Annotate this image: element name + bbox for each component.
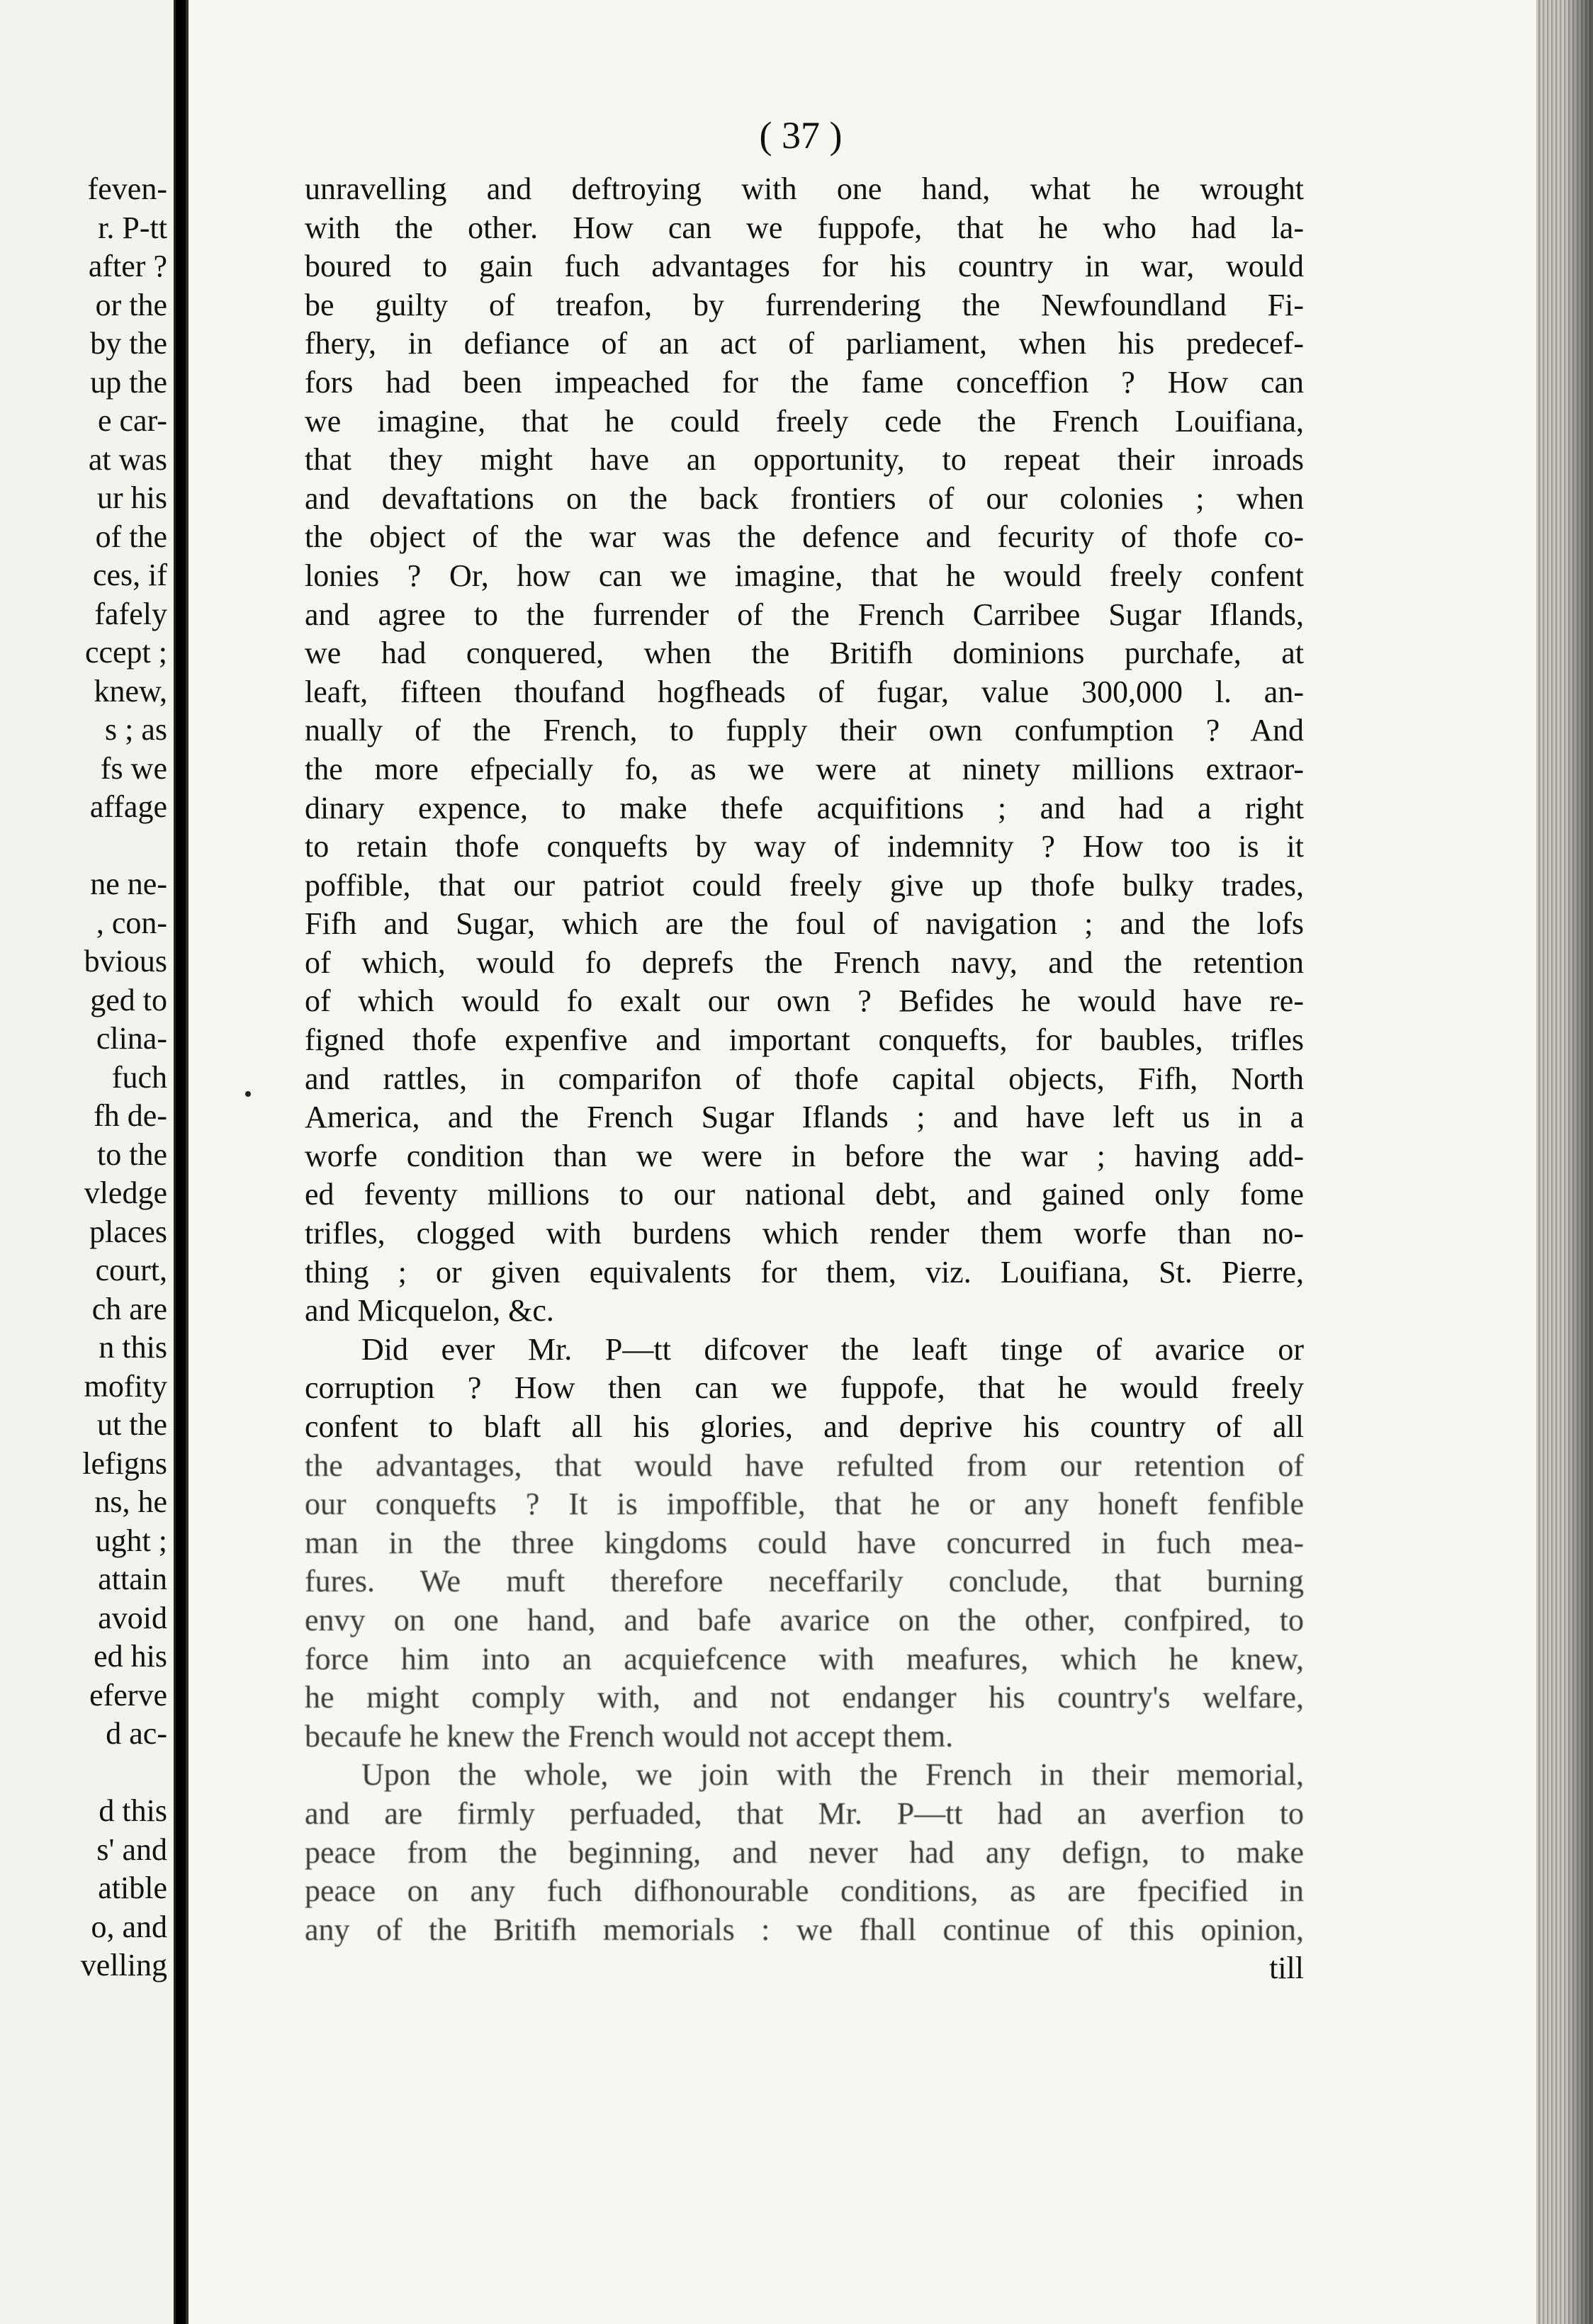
page-edge [1536,0,1593,2324]
left-fragment-line: ne ne- [90,867,167,901]
left-fragment-line: d this [98,1793,167,1828]
text-line: leaft, fifteen thoufand hogfheads of fugar, value 300,000 l. an- [305,674,1304,709]
left-fragment-line: fs we [100,750,167,786]
text-line: nually of the French, to fupply their own confumption ? And [305,713,1304,748]
left-fragment-line: avoid [98,1600,167,1635]
left-fragment-line: d ac- [106,1716,167,1751]
left-fragment-line: up the [90,364,167,400]
left-fragment-line: ught ; [95,1523,167,1558]
text-line: he might comply with, and not endanger his country's welfare, [305,1680,1304,1715]
left-fragment-line: fh de- [94,1098,167,1133]
left-fragment-line: at was [88,441,167,477]
body-text [305,170,1304,1988]
left-fragment-line: ged to [90,982,167,1017]
left-page-text-fragments [0,170,167,1985]
text-line: force him into an acquiefcence with meafures, which he knew, [305,1641,1304,1676]
left-fragment-line: ch are [91,1291,167,1326]
text-line: unravelling and deftroying with one hand, what he wrought [305,171,1304,206]
text-line: man in the three kingdoms could have concurred in fuch mea- [305,1525,1304,1560]
text-line: and are firmly perfuaded, that Mr. P—tt had an averfion to [305,1795,1304,1831]
ink-speck [245,1091,251,1097]
left-fragment-line: fuch [111,1059,167,1095]
text-line: trifles, clogged with burdens which render them worfe than no- [305,1216,1304,1251]
text-line: lonies ? Or, how can we imagine, that he would freely confent [305,558,1304,593]
left-fragment-line: of the [95,519,167,554]
text-line: that they might have an opportunity, to repeat their inroads [305,442,1304,478]
left-fragment-line: mofity [84,1368,167,1404]
left-fragment-line: or the [95,287,167,322]
left-fragment-line: , con- [96,905,167,940]
text-line: and Micquelon, &c. [305,1293,554,1329]
left-fragment-line: r. P-tt [98,210,167,245]
left-fragment-line: lefigns [82,1445,167,1481]
text-line: envy on one hand, and bafe avarice on the other, confpired, to [305,1602,1304,1637]
left-fragment-line: velling [80,1948,167,1982]
text-line: figned thofe expenfive and important conquefts, for baubles, trifles [305,1022,1304,1058]
left-fragment-line: ur his [97,480,167,515]
text-line: and agree to the furrender of the French Carribee Sugar Iflands, [305,597,1304,632]
text-line: and rattles, in comparifon of thofe capital objects, Fifh, North [305,1061,1304,1096]
text-line: to retain thofe conquefts by way of indemnity ? How too is it [305,829,1304,864]
text-line: Fifh and Sugar, which are the foul of navigation ; and the lofs [305,906,1304,942]
text-line: Did ever Mr. P—tt difcover the leaft tinge of avarice or [361,1331,1304,1367]
text-line: poffible, that our patriot could freely give up thofe bulky trades, [305,867,1304,903]
left-fragment-line: ed his [94,1639,167,1674]
text-line: our conquefts ? It is impoffible, that he or any honeft fenfible [305,1487,1304,1522]
text-line: ed feventy millions to our national debt, and gained only fome [305,1177,1304,1212]
text-line: till [1269,1951,1304,1986]
text-line: peace from the beginning, and never had any defign, to make [305,1834,1304,1870]
text-line: fures. We muft therefore neceffarily conclude, that burning [305,1564,1304,1599]
text-line: fhery, in defiance of an act of parliament, when his predecef- [305,326,1304,361]
left-fragment-line: s ; as [105,712,167,747]
left-fragment-line: e car- [97,403,167,438]
left-fragment-line: court, [95,1253,167,1287]
text-line: we had conquered, when the Britifh dominions purchafe, at [305,636,1304,671]
left-fragment-line: to the [97,1136,167,1172]
left-fragment-line: ccept ; [84,635,167,670]
left-fragment-line: s' and [96,1832,167,1867]
text-line: corruption ? How then can we fuppofe, that he would freely [305,1370,1304,1406]
text-line: worfe condition than we were in before the war ; having add- [305,1138,1304,1173]
text-line: peace on any fuch difhonourable conditions, as are fpecified in [305,1873,1304,1909]
text-line: of which, would fo deprefs the French navy, and the retention [305,944,1304,980]
text-line: be guilty of treafon, by furrendering the Newfoundland Fi- [305,287,1304,322]
left-fragment-line: ces, if [92,558,167,592]
page-number: ( 37 ) [759,114,843,157]
left-fragment-line [0,827,167,866]
text-line: becaufe he knew the French would not accept them. [305,1718,954,1754]
left-fragment-line: clina- [96,1021,167,1056]
left-fragment-line: o, and [91,1909,167,1944]
left-fragment-line: eferve [89,1677,167,1713]
left-fragment-line: n this [98,1330,167,1365]
text-line: of which would fo exalt our own ? Befides he would have re- [305,983,1304,1019]
left-fragment-line: attain [98,1562,167,1596]
text-line: the advantages, that would have refulted from our retention of [305,1448,1304,1483]
left-page [0,0,176,2324]
left-fragment-line: places [89,1214,167,1249]
left-fragment-line [0,1754,167,1793]
left-fragment-line: vledge [84,1175,167,1210]
left-fragment-line: after ? [88,249,167,283]
text-line: dinary expence, to make thefe acquifitions ; and had a right [305,790,1304,825]
left-fragment-line: feven- [87,171,167,206]
text-line: we imagine, that he could freely cede the French Louifiana, [305,403,1304,439]
text-line: any of the Britifh memorials : we fhall continue of this opinion, [305,1912,1304,1947]
text-line: America, and the French Sugar Iflands ; and have left us in a [305,1100,1304,1135]
left-fragment-line: bvious [84,944,167,978]
left-fragment-line: by the [90,326,167,361]
text-line: and devaftations on the back frontiers of our colonies ; when [305,480,1304,516]
left-fragment-line: ns, he [94,1484,167,1519]
left-fragment-line: ut the [97,1407,167,1442]
left-fragment-line: affage [89,789,167,824]
text-line: the more efpecially fo, as we were at ninety millions extraor- [305,751,1304,786]
left-fragment-line: knew, [94,673,167,709]
text-line: fors had been impeached for the fame conceffion ? How can [305,364,1304,400]
text-line: confent to blaft all his glories, and deprive his country of all [305,1409,1304,1444]
text-line: Upon the whole, we join with the French in their memorial, [361,1757,1304,1793]
left-fragment-line: atible [98,1871,167,1905]
text-line: thing ; or given equivalents for them, viz. Louifiana, St. Pierre, [305,1254,1304,1290]
text-line: the object of the war was the defence and fecurity of thofe co- [305,519,1304,555]
left-fragment-line: fafely [94,596,167,631]
text-line: with the other. How can we fuppofe, that he who had la- [305,210,1304,245]
text-line: boured to gain fuch advantages for his country in war, would [305,249,1304,284]
